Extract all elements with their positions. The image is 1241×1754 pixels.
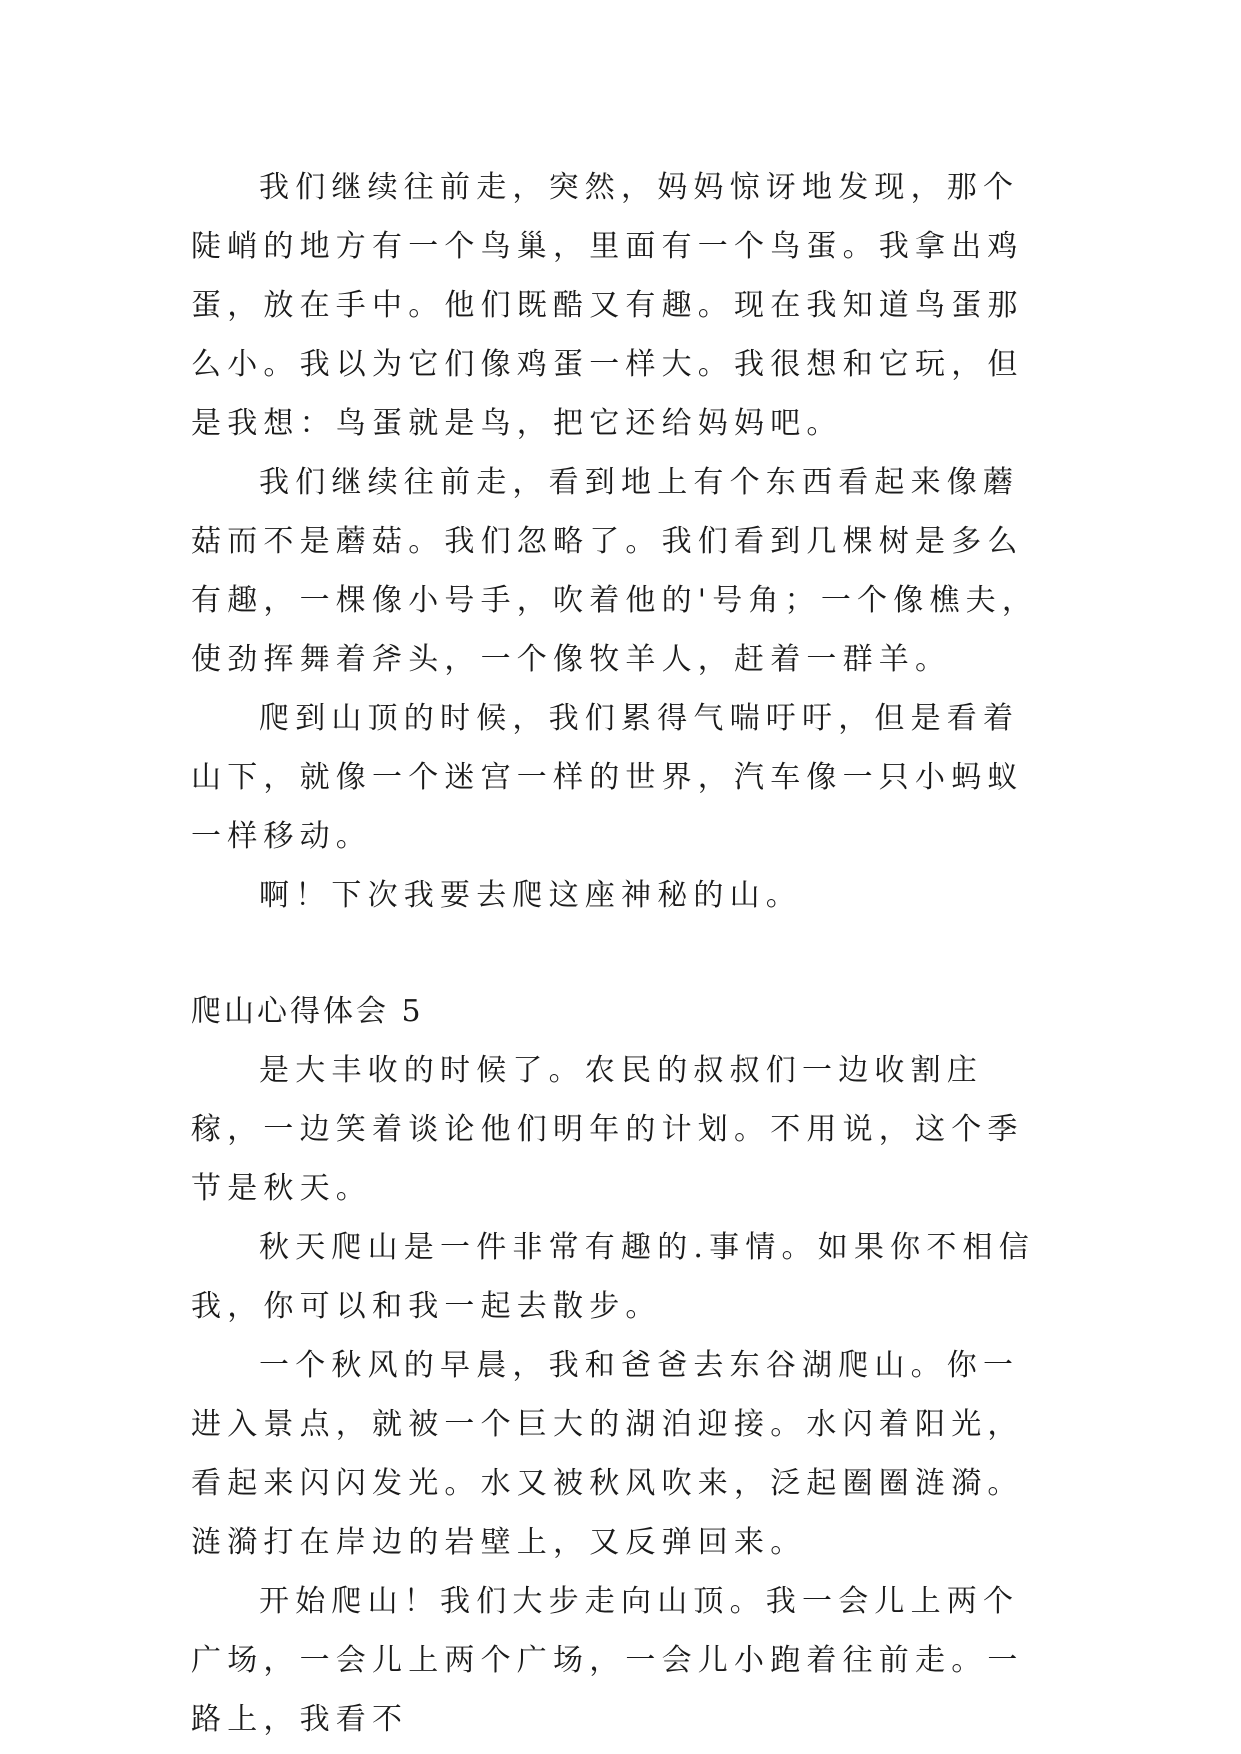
section-heading: 爬山心得体会 5 bbox=[191, 994, 424, 1029]
paragraph: 啊！下次我要去爬这座神秘的山。 bbox=[259, 878, 802, 913]
paragraph: 开始爬山！我们大步走向山顶。我一会儿上两个广场，一会儿上两个广场，一会儿小跑着往前走。一路上，我看不 bbox=[191, 1584, 1024, 1737]
paragraph: 是大丰收的时候了。农民的叔叔们一边收割庄稼，一边笑着谈论他们明年的计划。不用说，这个季节是秋天。 bbox=[191, 1053, 1024, 1206]
paragraph: 爬到山顶的时候，我们累得气喘吁吁，但是看着山下，就像一个迷宫一样的世界，汽车像一只小蚂蚁一样移动。 bbox=[191, 701, 1024, 854]
paragraph: 一个秋风的早晨，我和爸爸去东谷湖爬山。你一进入景点，就被一个巨大的湖泊迎接。水闪着阳光，看起来闪闪发光。水又被秋风吹来，泛起圈圈涟漪。涟漪打在岸边的岩壁上，又反弹回来。 bbox=[191, 1348, 1024, 1560]
document-body bbox=[191, 158, 1051, 1749]
paragraph: 我们继续往前走，看到地上有个东西看起来像蘑菇而不是蘑菇。我们忽略了。我们看到几棵树是多么有趣，一棵像小号手，吹着他的'号角；一个像樵夫，使劲挥舞着斧头，一个像牧羊人，赶着一群羊。 bbox=[191, 465, 1039, 677]
paragraph: 我们继续往前走，突然，妈妈惊讶地发现，那个陡峭的地方有一个鸟巢，里面有一个鸟蛋。我拿出鸡蛋，放在手中。他们既酷又有趣。现在我知道鸟蛋那么小。我以为它们像鸡蛋一样大。我很想和它玩，但是我想：鸟蛋就是鸟，把它还给妈妈吧。 bbox=[191, 170, 1024, 441]
paragraph: 秋天爬山是一件非常有趣的.事情。如果你不相信我，你可以和我一起去散步。 bbox=[191, 1230, 1035, 1324]
